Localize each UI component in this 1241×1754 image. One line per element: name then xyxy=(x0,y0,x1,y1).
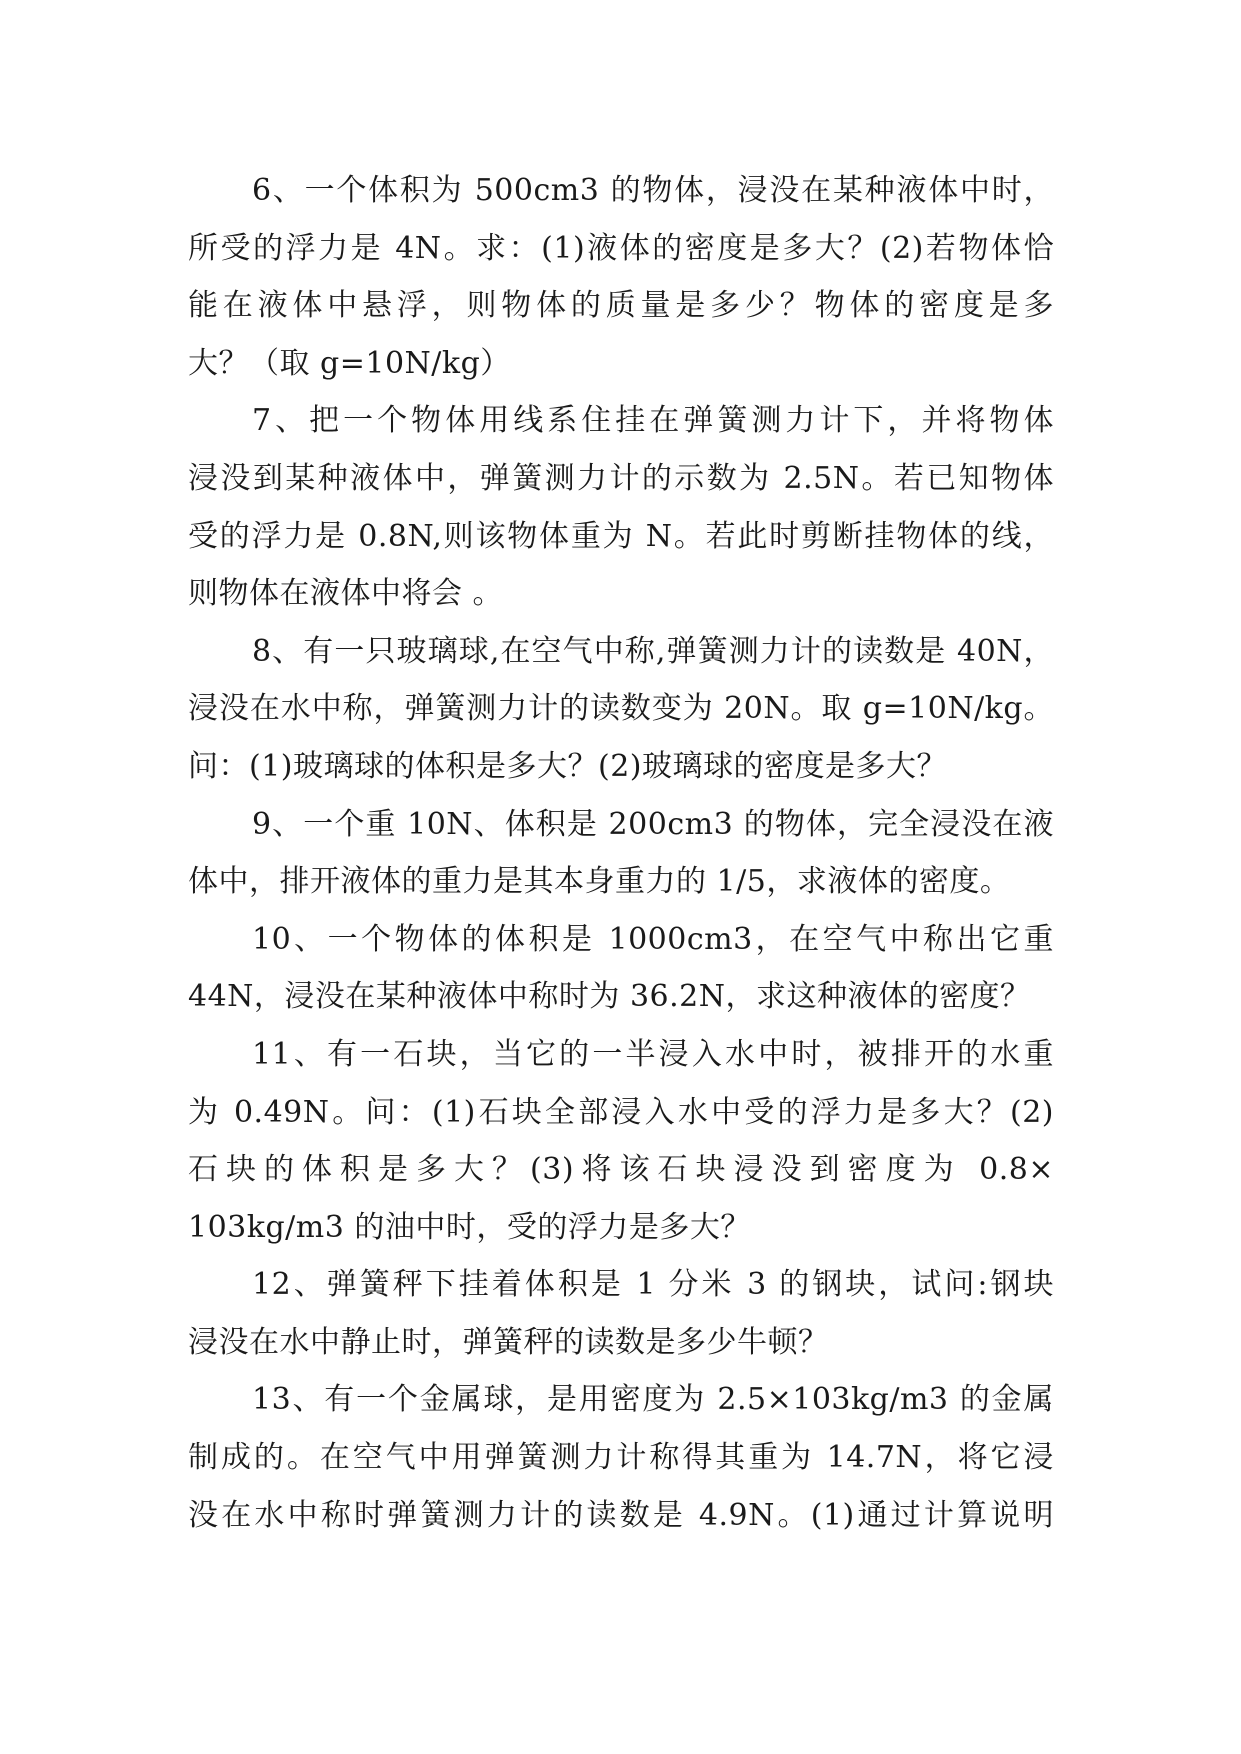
document-body xyxy=(188,162,1054,1544)
text-line: 103kg/m3 的油中时，受的浮力是多大？ xyxy=(188,1209,751,1245)
question-13 xyxy=(188,1371,1054,1544)
question-6 xyxy=(188,162,1054,392)
text-line: 浸没在水中称，弹簧测力计的读数变为 20N。取 g=10N/kg。 xyxy=(188,691,1054,727)
text-line: 11、有一石块，当它的一半浸入水中时，被排开的水重 xyxy=(252,1036,1054,1072)
text-line: 8、有一只玻璃球,在空气中称,弹簧测力计的读数是 40N， xyxy=(252,633,1054,669)
text-line: 10、一个物体的体积是 1000cm3，在空气中称出它重 xyxy=(252,921,1054,957)
text-line: 为 0.49N。问：(1)石块全部浸入水中受的浮力是多大？(2) xyxy=(188,1094,1054,1130)
text-line: 体中，排开液体的重力是其本身重力的 1/5，求液体的密度。 xyxy=(188,864,1011,900)
text-line: 大？（取 g=10N/kg） xyxy=(188,345,511,381)
question-9 xyxy=(188,796,1054,911)
question-8 xyxy=(188,623,1054,796)
question-11 xyxy=(188,1026,1054,1256)
text-line: 13、有一个金属球，是用密度为 2.5×103kg/m3 的金属 xyxy=(252,1382,1054,1418)
text-line: 12、弹簧秤下挂着体积是 1 分米 3 的钢块，试问:钢块 xyxy=(252,1267,1054,1303)
question-12 xyxy=(188,1256,1054,1371)
text-line: 9、一个重 10N、体积是 200cm3 的物体，完全浸没在液 xyxy=(252,806,1054,842)
text-line: 能在液体中悬浮，则物体的质量是多少？物体的密度是多 xyxy=(188,288,1054,324)
text-line: 所受的浮力是 4N。求：(1)液体的密度是多大？(2)若物体恰 xyxy=(188,230,1054,266)
text-line: 44N，浸没在某种液体中称时为 36.2N，求这种液体的密度？ xyxy=(188,979,1031,1015)
text-line: 没在水中称时弹簧测力计的读数是 4.9N。(1)通过计算说明 xyxy=(188,1497,1054,1533)
question-7 xyxy=(188,392,1054,622)
question-10 xyxy=(188,911,1054,1026)
text-line: 则物体在液体中将会 。 xyxy=(188,576,504,612)
text-line: 浸没在水中静止时，弹簧秤的读数是多少牛顿？ xyxy=(188,1324,829,1360)
text-line: 制成的。在空气中用弹簧测力计称得其重为 14.7N，将它浸 xyxy=(188,1440,1054,1476)
text-line: 浸没到某种液体中，弹簧测力计的示数为 2.5N。若已知物体 xyxy=(188,460,1054,496)
text-line: 受的浮力是 0.8N,则该物体重为 N。若此时剪断挂物体的线， xyxy=(188,518,1054,554)
text-line: 6、一个体积为 500cm3 的物体，浸没在某种液体中时， xyxy=(252,173,1054,208)
text-line: 石块的体积是多大？(3)将该石块浸没到密度为 0.8× xyxy=(188,1152,1054,1188)
text-line: 7、把一个物体用线系住挂在弹簧测力计下，并将物体 xyxy=(252,403,1054,439)
text-line: 问：(1)玻璃球的体积是多大？(2)玻璃球的密度是多大？ xyxy=(188,748,947,784)
